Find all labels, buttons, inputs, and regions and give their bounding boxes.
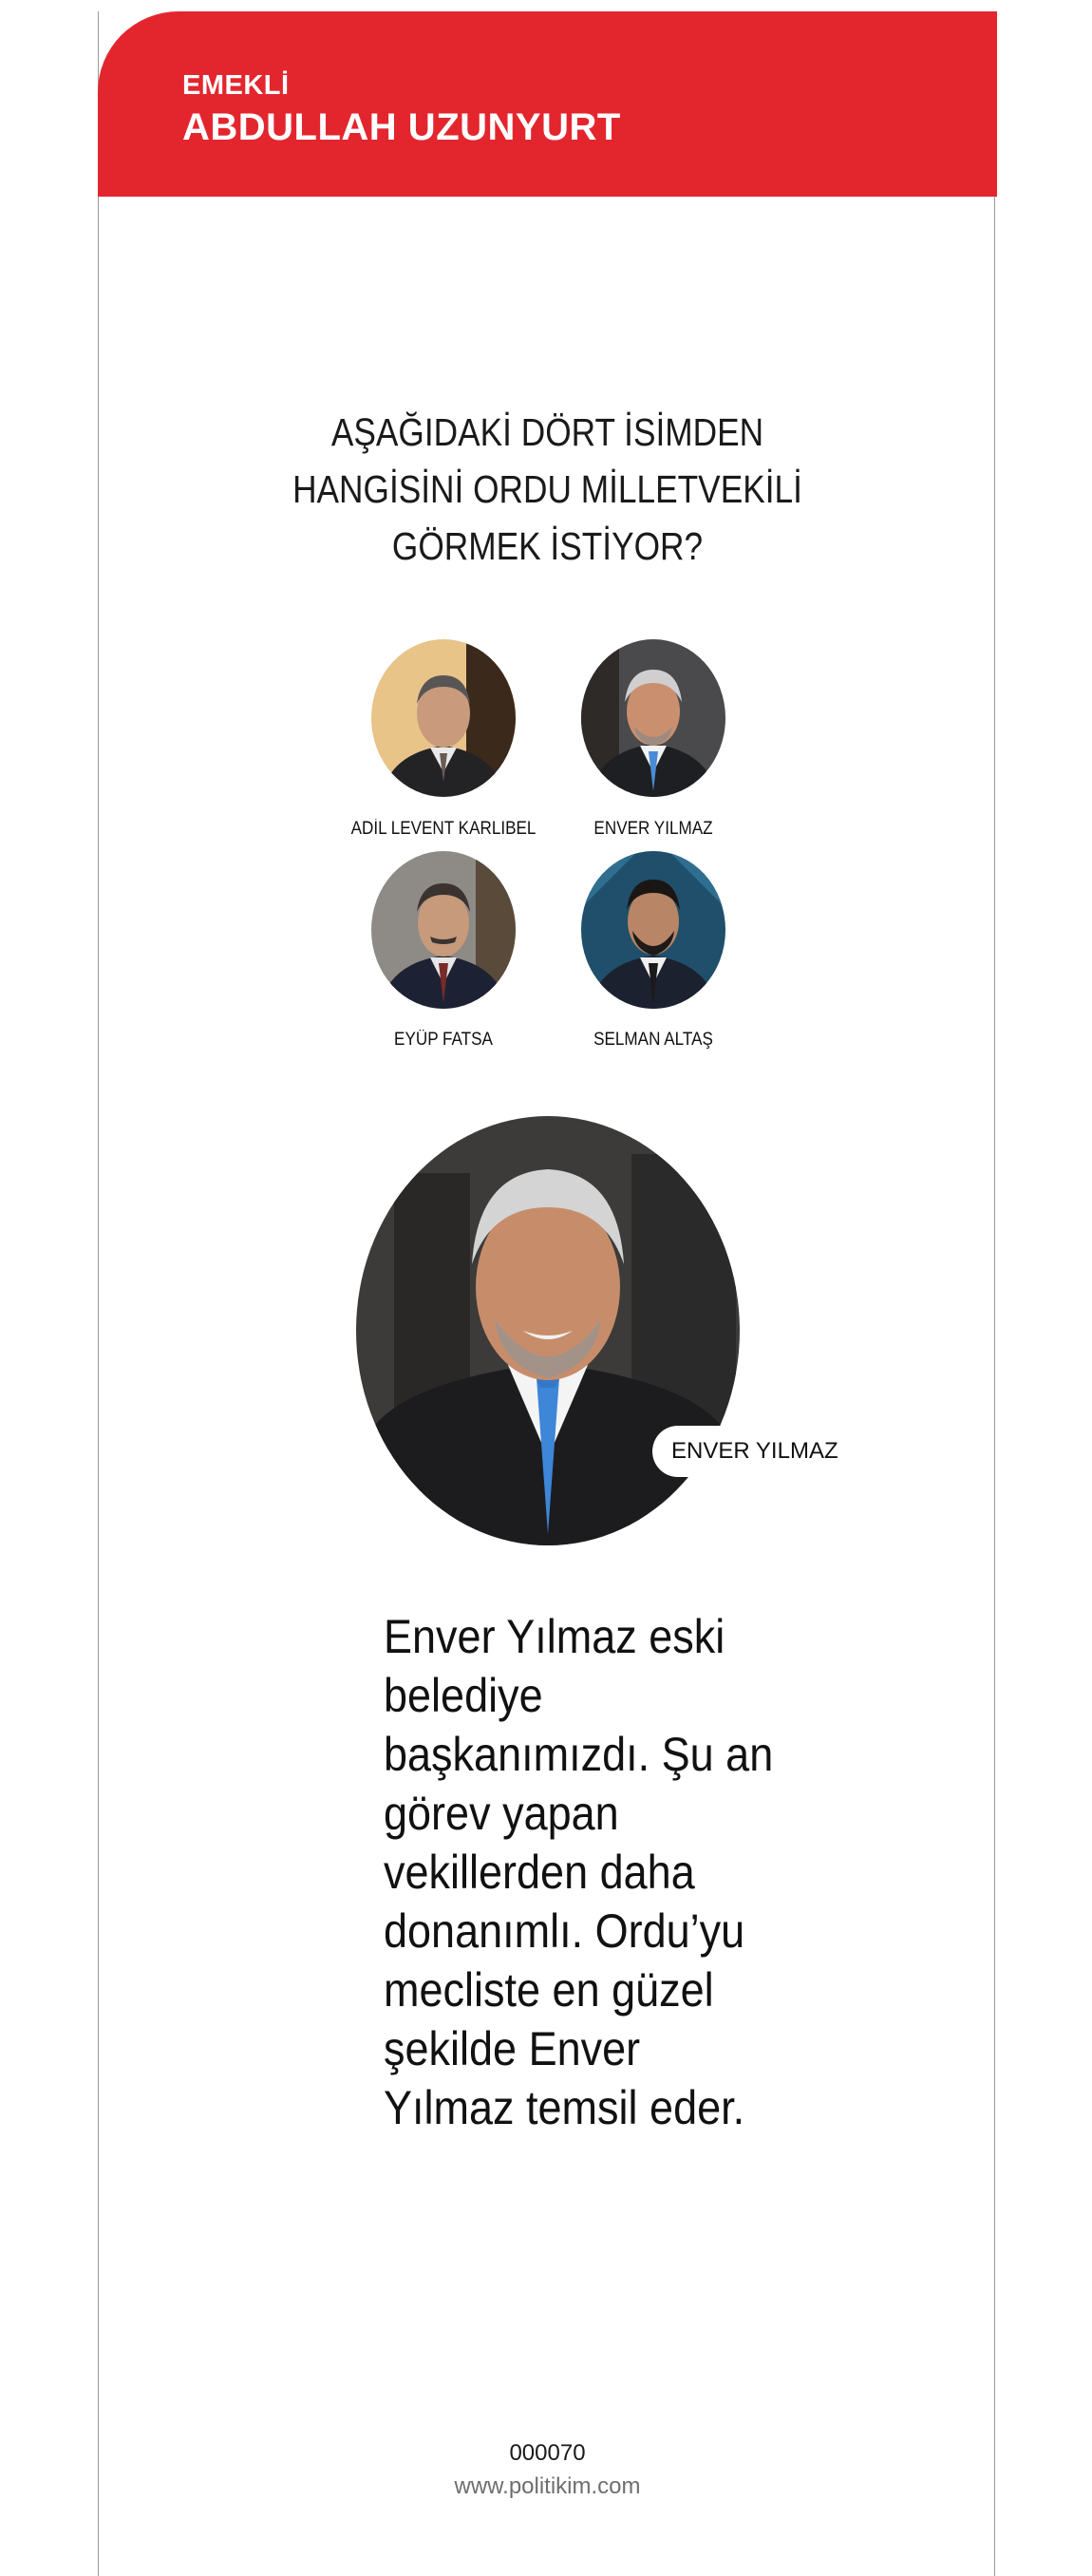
portrait-image (581, 851, 725, 1009)
quote-line: donanımlı. Ordu’yu (384, 1904, 745, 1958)
portrait-image (371, 639, 516, 797)
candidate-photo (371, 639, 516, 797)
site-url: www.politikim.com (454, 2473, 641, 2499)
candidate-name: SELMAN ALTAŞ (593, 1030, 713, 1050)
question-line: GÖRMEK İSTİYOR? (391, 524, 704, 568)
quote-line: belediye (384, 1669, 543, 1722)
header-banner (98, 11, 997, 197)
candidate-name: EYÜP FATSA (394, 1030, 493, 1050)
survey-card (98, 11, 995, 2576)
respondent-quote (384, 1607, 830, 2137)
quote-line: başkanımızdı. Şu an (384, 1728, 774, 1781)
quote-line: Enver Yılmaz eski (384, 1610, 725, 1663)
respondent-name: ABDULLAH UZUNYURT (182, 106, 621, 148)
selected-candidate-label: ENVER YILMAZ (652, 1426, 833, 1477)
quote-line: mecliste en güzel (384, 1963, 714, 2017)
quote-line: vekillerden daha (384, 1846, 695, 1899)
respondent-role: EMEKLİ (182, 70, 290, 101)
portrait-image (581, 639, 725, 797)
question-title (161, 404, 933, 575)
question-line: HANGİSİNİ ORDU MİLLETVEKİLİ (292, 467, 802, 511)
survey-code: 000070 (509, 2440, 586, 2466)
portrait-image (371, 851, 516, 1009)
quote-line: şekilde Enver (384, 2022, 641, 2075)
candidate-photo (581, 851, 725, 1009)
selected-candidate-photo (356, 1116, 740, 1545)
question-line: AŞAĞIDAKİ DÖRT İSİMDEN (330, 410, 764, 454)
candidate-photo (581, 639, 725, 797)
quote-line: Yılmaz temsil eder. (384, 2081, 745, 2134)
quote-line: görev yapan (384, 1787, 619, 1840)
candidate-name: ADİL LEVENT KARLIBEL (350, 819, 537, 839)
candidate-photo (371, 851, 516, 1009)
candidate-name: ENVER YILMAZ (593, 819, 713, 839)
portrait-image (356, 1116, 740, 1545)
